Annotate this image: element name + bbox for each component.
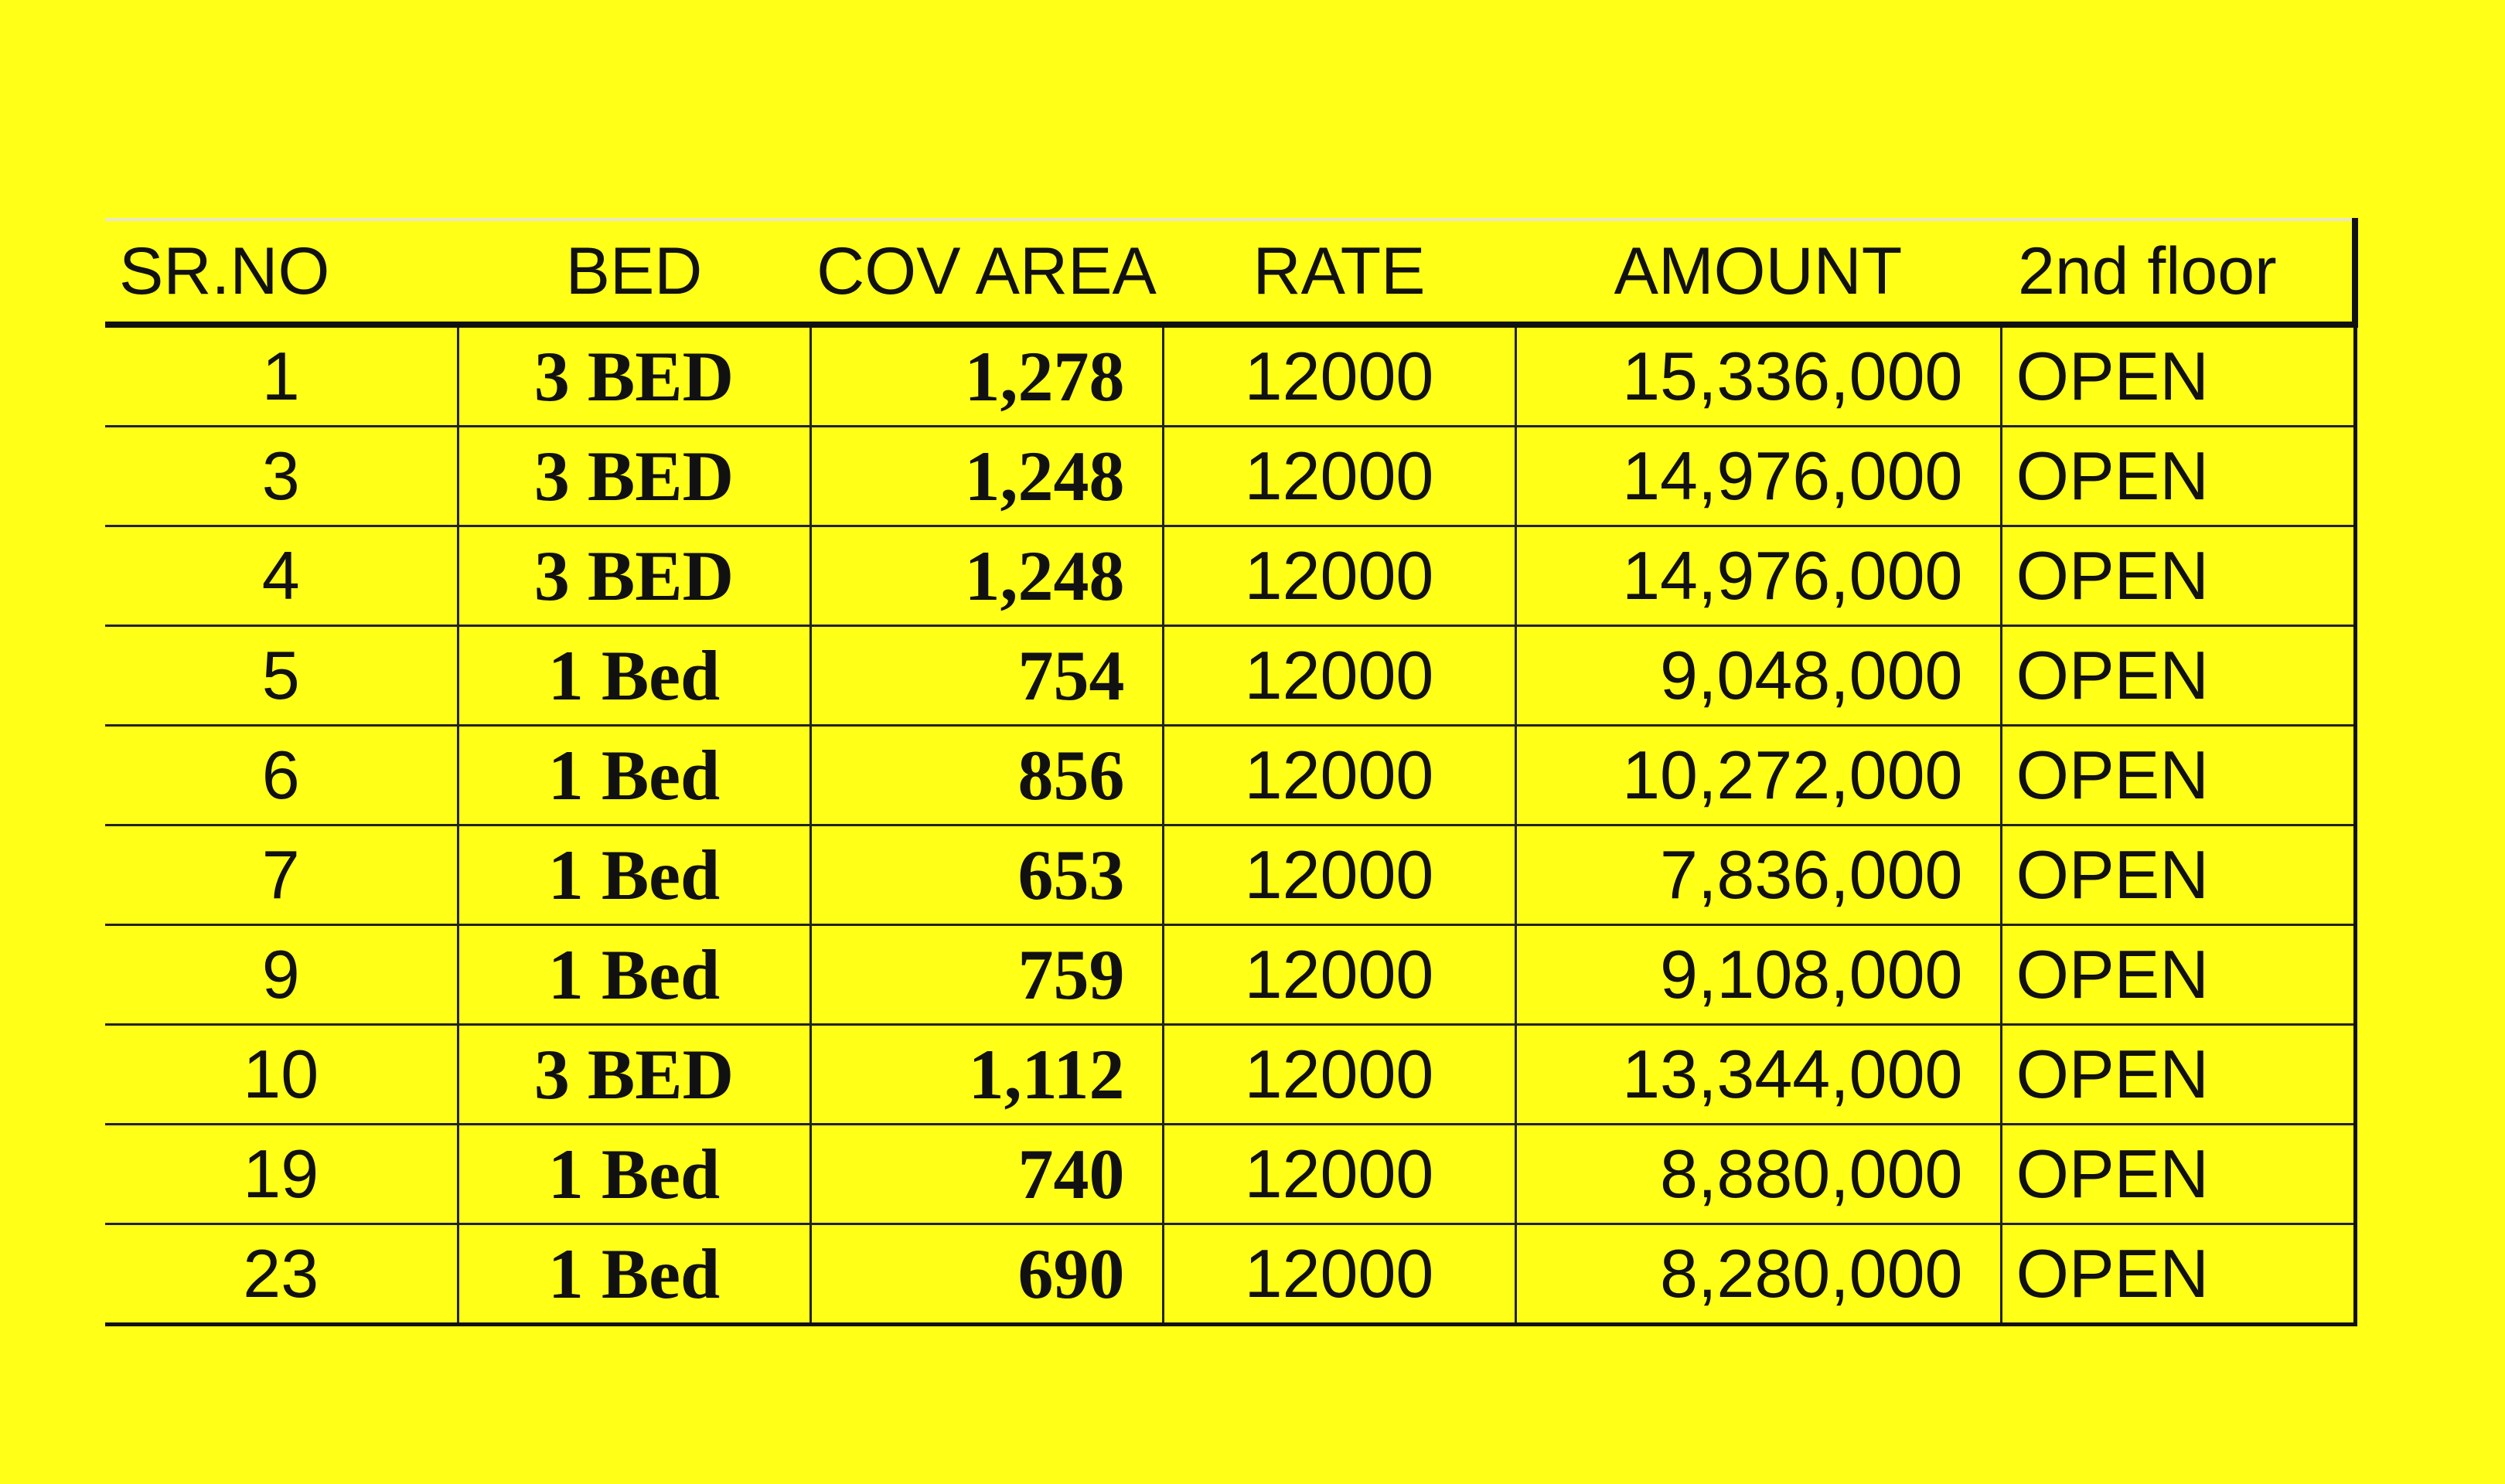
cell-cov-area: 1,112	[810, 1025, 1163, 1125]
header-srno: SR.NO	[105, 220, 458, 325]
cell-status: OPEN	[2001, 526, 2355, 626]
cell-amount: 8,880,000	[1515, 1125, 2001, 1224]
table-row	[105, 825, 2355, 925]
cell-cov-area: 1,248	[810, 427, 1163, 526]
cell-amount: 15,336,000	[1515, 325, 2001, 427]
table-row	[105, 1125, 2355, 1224]
table-row	[105, 626, 2355, 726]
header-floor: 2nd floor	[2001, 220, 2355, 325]
table-row	[105, 925, 2355, 1025]
cell-status: OPEN	[2001, 1025, 2355, 1125]
table-container	[105, 218, 2357, 1326]
cell-srno: 4	[105, 526, 458, 626]
cell-status: OPEN	[2001, 1224, 2355, 1325]
cell-srno: 7	[105, 825, 458, 925]
cell-bed: 3 BED	[458, 427, 810, 526]
header-row	[105, 220, 2355, 325]
unit-price-table	[105, 218, 2358, 1326]
table-row	[105, 1025, 2355, 1125]
cell-srno: 3	[105, 427, 458, 526]
cell-amount: 10,272,000	[1515, 726, 2001, 825]
cell-rate: 12000	[1163, 1125, 1515, 1224]
cell-status: OPEN	[2001, 626, 2355, 726]
cell-rate: 12000	[1163, 427, 1515, 526]
cell-bed: 1 Bed	[458, 1224, 810, 1325]
cell-cov-area: 740	[810, 1125, 1163, 1224]
header-cov-area: COV AREA	[810, 220, 1163, 325]
cell-status: OPEN	[2001, 1125, 2355, 1224]
cell-status: OPEN	[2001, 925, 2355, 1025]
table-row	[105, 726, 2355, 825]
cell-bed: 3 BED	[458, 325, 810, 427]
cell-rate: 12000	[1163, 526, 1515, 626]
cell-bed: 3 BED	[458, 1025, 810, 1125]
cell-amount: 14,976,000	[1515, 526, 2001, 626]
cell-srno: 19	[105, 1125, 458, 1224]
cell-bed: 1 Bed	[458, 925, 810, 1025]
cell-amount: 14,976,000	[1515, 427, 2001, 526]
table-body	[105, 325, 2355, 1325]
cell-rate: 12000	[1163, 825, 1515, 925]
cell-srno: 5	[105, 626, 458, 726]
cell-rate: 12000	[1163, 726, 1515, 825]
cell-rate: 12000	[1163, 626, 1515, 726]
cell-cov-area: 690	[810, 1224, 1163, 1325]
cell-cov-area: 754	[810, 626, 1163, 726]
cell-cov-area: 653	[810, 825, 1163, 925]
cell-status: OPEN	[2001, 325, 2355, 427]
table-row	[105, 526, 2355, 626]
table-row	[105, 1224, 2355, 1325]
cell-bed: 1 Bed	[458, 726, 810, 825]
cell-srno: 23	[105, 1224, 458, 1325]
cell-amount: 9,108,000	[1515, 925, 2001, 1025]
cell-bed: 3 BED	[458, 526, 810, 626]
cell-bed: 1 Bed	[458, 825, 810, 925]
cell-amount: 7,836,000	[1515, 825, 2001, 925]
cell-bed: 1 Bed	[458, 626, 810, 726]
cell-srno: 6	[105, 726, 458, 825]
cell-cov-area: 759	[810, 925, 1163, 1025]
header-bed: BED	[458, 220, 810, 325]
cell-rate: 12000	[1163, 925, 1515, 1025]
cell-srno: 10	[105, 1025, 458, 1125]
table-row	[105, 427, 2355, 526]
cell-status: OPEN	[2001, 825, 2355, 925]
cell-srno: 1	[105, 325, 458, 427]
cell-amount: 13,344,000	[1515, 1025, 2001, 1125]
table-row	[105, 325, 2355, 427]
cell-rate: 12000	[1163, 1025, 1515, 1125]
cell-amount: 8,280,000	[1515, 1224, 2001, 1325]
cell-status: OPEN	[2001, 427, 2355, 526]
header-rate: RATE	[1163, 220, 1515, 325]
header-amount: AMOUNT	[1515, 220, 2001, 325]
cell-status: OPEN	[2001, 726, 2355, 825]
cell-rate: 12000	[1163, 1224, 1515, 1325]
cell-srno: 9	[105, 925, 458, 1025]
cell-cov-area: 1,248	[810, 526, 1163, 626]
cell-cov-area: 1,278	[810, 325, 1163, 427]
cell-rate: 12000	[1163, 325, 1515, 427]
cell-amount: 9,048,000	[1515, 626, 2001, 726]
cell-cov-area: 856	[810, 726, 1163, 825]
cell-bed: 1 Bed	[458, 1125, 810, 1224]
